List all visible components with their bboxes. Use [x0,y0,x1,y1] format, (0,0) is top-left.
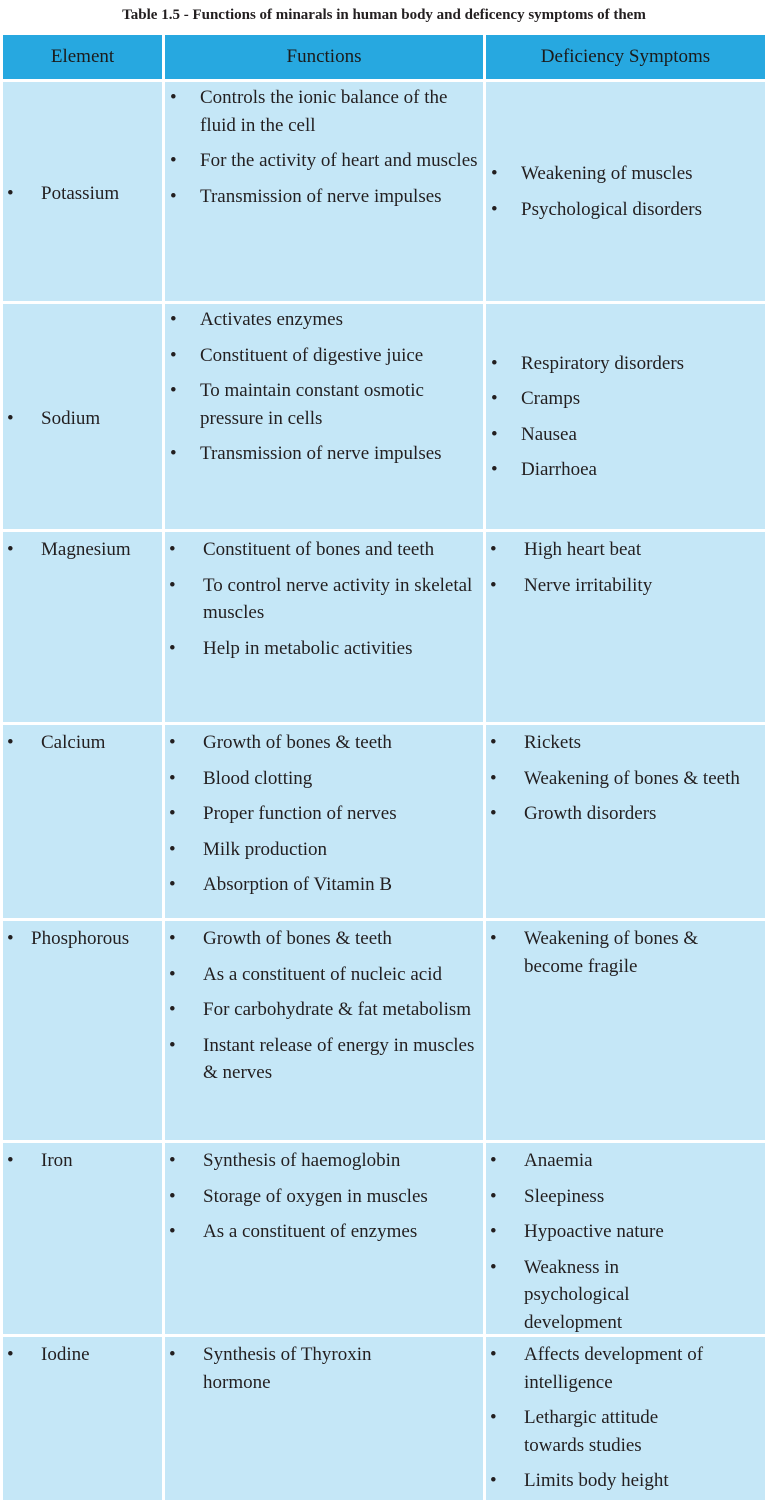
function-item: • For carbohydrate & fat metabolism [165,996,483,1024]
element-cell [3,1143,162,1334]
function-item: • Transmission of nerve impulses [165,183,483,211]
header-element: Element [3,35,162,79]
deficiency-item: • Nausea [486,421,765,449]
minerals-table [3,35,765,1500]
deficiency-item: • Weakening of muscles [486,160,765,188]
deficiency-cell [486,1337,765,1500]
element-cell [3,304,162,529]
deficiency-item: • Hypoactive nature [486,1218,765,1246]
deficiency-item: • Limits body height [486,1467,765,1495]
element-cell [3,532,162,722]
element-name: • Potassium [3,180,162,208]
functions-cell [165,532,483,722]
element-name: • Phosphorous [3,925,162,953]
deficiency-item: • Weakening of bones & become fragile [486,925,765,980]
function-item: • Absorption of Vitamin B [165,871,483,899]
element-cell [3,725,162,918]
header-functions: Functions [165,35,483,79]
function-item: • Constituent of digestive juice [165,342,483,370]
function-item: • Synthesis of Thyroxin hormone [165,1341,483,1396]
function-item: • As a constituent of enzymes [165,1218,483,1246]
element-cell [3,1337,162,1500]
function-item: • Instant release of energy in muscles & nerves [165,1032,483,1087]
deficiency-cell [486,82,765,301]
function-item: • Help in metabolic activities [165,635,483,663]
deficiency-item: • Affects development of intelligence [486,1341,765,1396]
table-caption: Table 1.5 - Functions of minarals in human body and deficency symptoms of them [122,7,646,23]
deficiency-item: • Cramps [486,385,765,413]
functions-cell [165,725,483,918]
deficiency-item: • Weakness in psychological development [486,1254,765,1335]
function-item: • Growth of bones & teeth [165,729,483,757]
element-name: • Sodium [3,405,162,433]
functions-cell [165,921,483,1140]
element-name: • Magnesium [3,536,162,564]
function-item: • Synthesis of haemoglobin [165,1147,483,1175]
deficiency-cell [486,1143,765,1334]
deficiency-item: • Nerve irritability [486,572,765,600]
function-item: • For the activity of heart and muscles [165,147,483,175]
header-deficiency: Deficiency Symptoms [486,35,765,79]
deficiency-item: • High heart beat [486,536,765,564]
element-cell [3,82,162,301]
deficiency-item: • Weakening of bones & teeth [486,765,765,793]
deficiency-item: • Anaemia [486,1147,765,1175]
element-name: • Iron [3,1147,162,1175]
element-name: • Iodine [3,1341,162,1369]
functions-cell [165,1337,483,1500]
deficiency-item: • Psychological disorders [486,196,765,224]
function-item: • Milk production [165,836,483,864]
function-item: • To maintain constant osmotic pressure in cells [165,377,483,432]
function-item: • To control nerve activity in skeletal muscles [165,572,483,627]
function-item: • Controls the ionic balance of the fluid in the cell [165,84,483,139]
element-name: • Calcium [3,729,162,757]
function-item: • As a constituent of nucleic acid [165,961,483,989]
element-cell [3,921,162,1140]
deficiency-item: • Lethargic attitude towards studies [486,1404,765,1459]
deficiency-item: • Diarrhoea [486,456,765,484]
function-item: • Activates enzymes [165,306,483,334]
function-item: • Storage of oxygen in muscles [165,1183,483,1211]
function-item: • Constituent of bones and teeth [165,536,483,564]
functions-cell [165,82,483,301]
deficiency-item: • Sleepiness [486,1183,765,1211]
function-item: • Blood clotting [165,765,483,793]
function-item: • Growth of bones & teeth [165,925,483,953]
deficiency-cell [486,532,765,722]
deficiency-cell [486,725,765,918]
deficiency-item: • Growth disorders [486,800,765,828]
deficiency-cell [486,921,765,1140]
deficiency-item: • Rickets [486,729,765,757]
function-item: • Proper function of nerves [165,800,483,828]
functions-cell [165,1143,483,1334]
deficiency-cell [486,304,765,529]
deficiency-item: • Respiratory disorders [486,350,765,378]
function-item: • Transmission of nerve impulses [165,440,483,468]
functions-cell [165,304,483,529]
